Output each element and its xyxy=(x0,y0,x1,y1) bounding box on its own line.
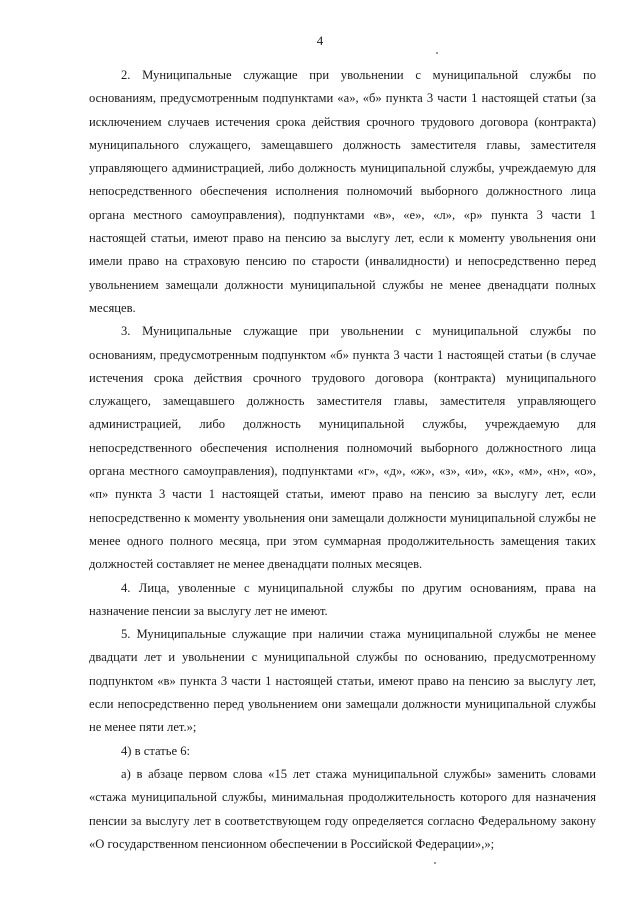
paragraph-3: 3. Муниципальные служащие при увольнении с муниципальной службы по основаниям, предусмотренным подпунктом «б» пункта 3 части 1 настоящей статьи (в случае истечения срока действия срочного трудового договора (контракта) муниципального служащего, замещавшего должность заместителя главы, заместителя управляющего администрацией, либо должность муниципальной службы, учреждаемую для непосредственного обеспечения исполнения полномочий выборного должностного лица органа местного самоуправления), подпунктами «г», «д», «ж», «з», «и», «к», «м», «н», «о», «п» пункта 3 части 1 настоящей статьи, имеют право на пенсию за выслугу лет, если непосредственно к моменту увольнения они замещали должности муниципальной службы не менее одного полного месяца, при этом суммарная продолжительность замещения таких должностей составляет не менее двенадцати полных месяцев. xyxy=(89,324,596,572)
scan-speck xyxy=(436,52,438,54)
paragraph-article-6: 4) в статье 6: xyxy=(121,743,191,758)
paragraph-5: 5. Муниципальные служащие при наличии стажа муниципальной службы не менее двадцати лет и увольнении с муниципальной службы по основанию, предусмотренному подпунктом «в» пункта 3 части 1 настоящей статьи, имеют право на пенсию за выслугу лет, если непосредственно перед увольнением они замещали должности муниципальной службы не менее пяти лет.»; xyxy=(89,627,596,735)
page-number: 4 xyxy=(316,33,324,48)
scan-speck xyxy=(434,862,436,864)
document-body xyxy=(89,64,596,856)
paragraph-article-6-a: а) в абзаце первом слова «15 лет стажа муниципальной службы» заменить словами «стажа муниципальной службы, минимальная продолжительность которого для назначения пенсии за выслугу лет в соответствующем году определяется согласно Федеральному закону «О государственном пенсионном обеспечении в Российской Федерации»,»; xyxy=(89,766,596,851)
paragraph-4: 4. Лица, уволенные с муниципальной службы по другим основаниям, права на назначение пенсии за выслугу лет не имеют. xyxy=(89,580,596,618)
paragraph-2: 2. Муниципальные служащие при увольнении с муниципальной службы по основаниям, предусмотренным подпунктами «а», «б» пункта 3 части 1 настоящей статьи (за исключением случаев истечения срока действия срочного трудового договора (контракта) муниципального служащего, замещавшего должность заместителя главы, заместителя управляющего администрацией, либо должность муниципальной службы, учреждаемую для непосредственного обеспечения исполнения полномочий выборного должностного лица органа местного самоуправления), подпунктами «в», «е», «л», «р» пункта 3 части 1 настоящей статьи, имеют право на пенсию за выслугу лет, если к моменту увольнения они имели право на страховую пенсию по старости (инвалидности) и непосредственно перед увольнением замещали должности муниципальной службы не менее двенадцати полных месяцев. xyxy=(89,68,596,315)
